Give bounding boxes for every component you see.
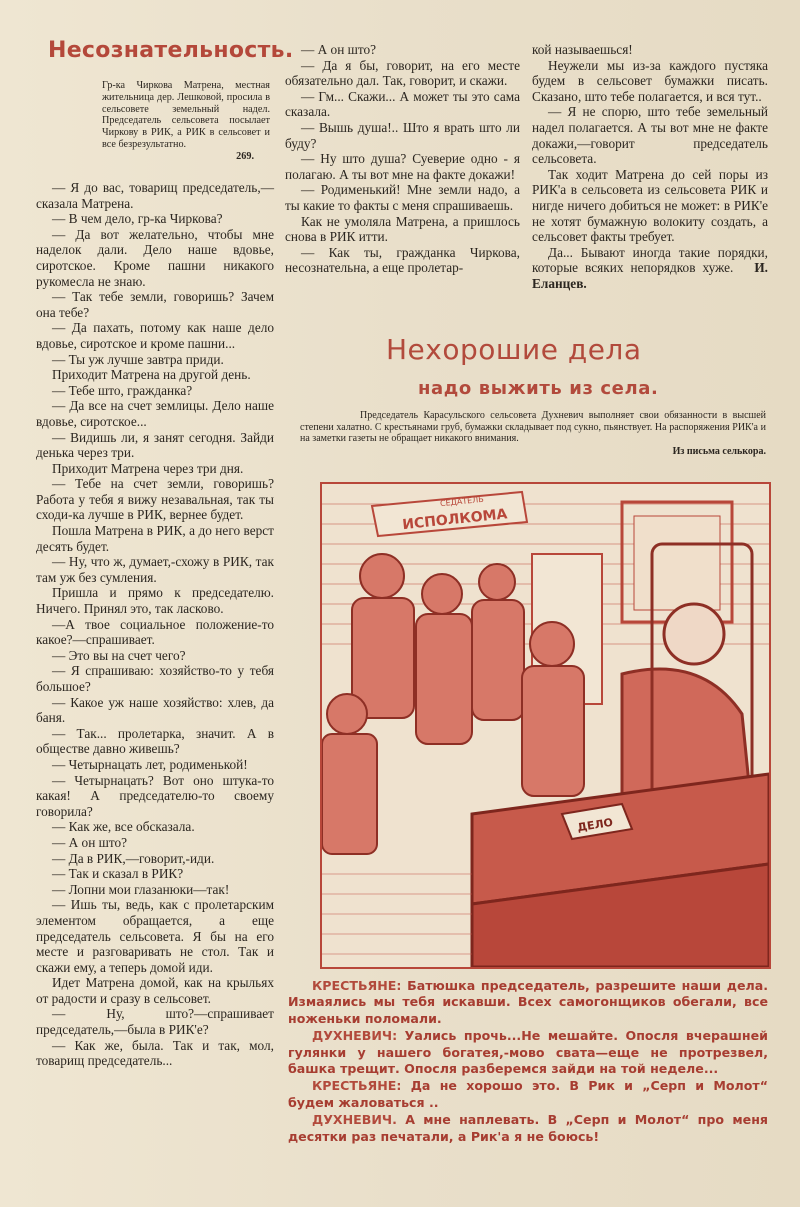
sign-text: ИСПОЛКОМА <box>401 506 509 534</box>
paragraph: Приходит Матрена через три дня. <box>52 460 244 476</box>
paragraph: — Ну што душа? Суеверие одно - я полагаю. А ты вот мне на факте докажи! <box>285 151 520 182</box>
paragraph: Неужели мы из-за каждого пустяка будем в сельсовет бумажки писать. Сказано, што тебе полагается, и вся тут.. <box>532 57 768 104</box>
paragraph: кой называешься! <box>532 42 633 57</box>
paragraph: — Да в РИК,—говорит,-иди. <box>52 850 215 866</box>
cartoon-caption-dialogue <box>288 978 768 1146</box>
paragraph: — Ишь ты, ведь, как с пролетарским элементом обращается, а еще председатель сельсовета. Я бы на его месте и разговаривать не стол. Так и скажи ему, а теперь домой иди. <box>36 897 274 975</box>
author-signature: И. Еланцев. <box>532 260 768 291</box>
paragraph: — Как же, была. Так и так, мол, товарищ председатель... <box>36 1037 274 1069</box>
paragraph: — Да пахать, потому как наше дело вдовье, сиротское и кроме пашни... <box>36 320 274 351</box>
paragraph: — Так тебе земли, говоришь? Зачем она тебе? <box>36 289 274 320</box>
paragraph: Пошла Матрена в РИК, а до него верст десять будет. <box>36 523 274 554</box>
article-column-3 <box>532 42 768 292</box>
article-column-1 <box>36 180 274 1069</box>
epigraph-number: 269. <box>236 150 254 162</box>
paragraph: — Это вы на счет чего? <box>52 647 186 663</box>
desk-paper-text: ДЕЛО <box>576 815 614 835</box>
paragraph: — Тебе на счет земли, говоришь? Работа у тебя я вижу незавальная, так ты сходи-ка лучше в РИК, вернее будет. <box>36 476 274 523</box>
paragraph: —А твое социальное положение-то какое?—спрашивает. <box>36 616 274 648</box>
paragraph: — Так... пролетарка, значит. А в обществе давно живешь? <box>36 725 274 757</box>
speaker: ДУХНЕВИЧ. <box>312 1112 397 1128</box>
dialogue-line <box>288 1112 768 1145</box>
paragraph: — Да я бы, говорит, на его месте обязательно дал. Так, говорит, и скажи. <box>285 57 520 89</box>
paragraph: — Да все на счет землицы. Дело наше вдовье, сиротское... <box>36 398 274 429</box>
paragraph: Так ходит Матрена до сей поры из РИК'а в сельсовета из сельсовета РИК и нигде ничего добиться не может: в РИК'е не хотят бумажную волокиту создать, а сельсовет факты требует. <box>532 166 768 245</box>
article-title-nesoznatelnost: Несознательность. <box>48 38 294 63</box>
dialogue-line <box>288 1028 768 1077</box>
paragraph: — Видишь ли, я занят сегодня. Зайди денька через три. <box>36 429 274 461</box>
paragraph: — В чем дело, гр-ка Чиркова? <box>52 211 223 227</box>
paragraph: — Да вот желательно, чтобы мне наделок дали. Дело наше вдовье, сиротское. Кроме пашни никакого рукомесла не знаю. <box>36 226 274 289</box>
speech: Уались прочь...Не мешайте. Опосля вчерашней гулянки у нашего богатея,-мово свата—еще не протрезвел, башка трещит. Опосля разберемся зайди на той неделе... <box>288 1028 768 1077</box>
paragraph: Идет Матрена домой, как на крыльях от радости и сразу в сельсовет. <box>36 975 274 1006</box>
sign-small-text: СЕДАТЕЛЬ <box>439 494 485 509</box>
dialogue-line <box>288 1078 768 1111</box>
cartoon-drawing <box>322 484 769 967</box>
speaker: КРЕСТЬЯНЕ: <box>312 978 402 993</box>
paragraph: — Тебе што, гражданка? <box>52 382 193 398</box>
article-epigraph <box>102 80 270 163</box>
epigraph-text: Председатель Карасульского сельсовета Духневич выполняет свои обязанности в высшей степени халатно. С крестьянами груб, бумажки складывает под сукно, пьянствует. На распоряжения РИК'а и на заметки газеты не обращает никакого внимания. <box>300 410 766 444</box>
paragraph: — Ну, что ж, думает,-схожу в РИК, так там уж без сумления. <box>36 554 274 585</box>
paragraph: — Четырнацать? Вот оно штука-то какая! А председателю-то своему говорила? <box>36 772 274 819</box>
paragraph-text: Да... Бывают иногда такие порядки, которые всяких непорядков хуже. <box>532 244 768 276</box>
paragraph: — Я спрашиваю: хозяйство-то у тебя большое? <box>36 663 274 694</box>
paragraph: — Родименький! Мне земли надо, а ты какие то факты с меня спрашиваешь. <box>285 182 520 213</box>
speaker: ДУХНЕВИЧ: <box>312 1028 398 1044</box>
paragraph: — Лопни мои глазанюки—так! <box>52 881 230 897</box>
speaker: КРЕСТЬЯНЕ: <box>312 1078 402 1094</box>
paragraph: — Ну, што?—спрашивает председатель,—была в РИК'е? <box>36 1006 274 1038</box>
paragraph: — Гм... Скажи... А может ты это сама сказала. <box>285 88 520 120</box>
paragraph: — Я до вас, товарищ председатель,—сказала Матрена. <box>36 180 274 211</box>
paragraph: — Я не спорю, што тебе земельный надел полагается. А ты вот мне не факте докажи,—говорит председатель сельсовета. <box>532 104 768 167</box>
paragraph: — Вышь душа!.. Што я врать што ли буду? <box>285 119 520 151</box>
speech: А мне наплевать. В „Серп и Молот“ про меня десятки раз печатали, а Рик'а я не боюсь! <box>288 1112 768 1144</box>
paragraph: — Так и сказал в РИК? <box>52 866 184 882</box>
epigraph-text: Гр-ка Чиркова Матрена, местная жительница дер. Лешковой, просила в сельсовете земельный надел. Председатель сельсовета посылает Чиркову в РИК, а РИК в сельсовет и все безрезультатно. <box>102 80 270 150</box>
paragraph <box>532 245 768 292</box>
paragraph: Пришла и прямо к председателю. Ничего. Принял это, так ласково. <box>36 585 274 617</box>
article-subtitle: надо выжить из села. <box>418 378 659 399</box>
paragraph: — Как ты, гражданка Чиркова, несознательна, а еще пролетар- <box>285 244 520 276</box>
article-column-2 <box>285 42 520 276</box>
paragraph: — Как же, все обсказала. <box>52 819 195 835</box>
dialogue-line <box>288 978 768 1027</box>
speech: Да не хорошо это. В Рик и „Серп и Молот“ будем жаловаться .. <box>288 1078 768 1110</box>
paragraph: Приходит Матрена на другой день. <box>52 367 251 383</box>
paragraph: — Четырнацать лет, родименькой! <box>52 756 248 772</box>
speech: Батюшка председатель, разрешите наши дела. Измаялись мы тебя искавши. Всех самогонщиков обегали, все ноженьки поломали. <box>288 978 769 1026</box>
epigraph-source: Из письма селькора. <box>672 445 766 457</box>
paragraph: — Ты уж лучше завтра приди. <box>52 351 224 367</box>
paragraph: — А он што? <box>301 42 377 57</box>
article-title-nehoroshie-dela: Нехорошие дела <box>386 333 642 366</box>
paragraph: — Какое уж наше хозяйство: хлев, да баня. <box>36 694 274 726</box>
paragraph: — А он што? <box>52 834 128 850</box>
article-epigraph-2 <box>300 410 766 457</box>
paragraph: Как не умоляла Матрена, а пришлось снова в РИК итти. <box>285 213 520 245</box>
cartoon-illustration <box>320 482 771 969</box>
